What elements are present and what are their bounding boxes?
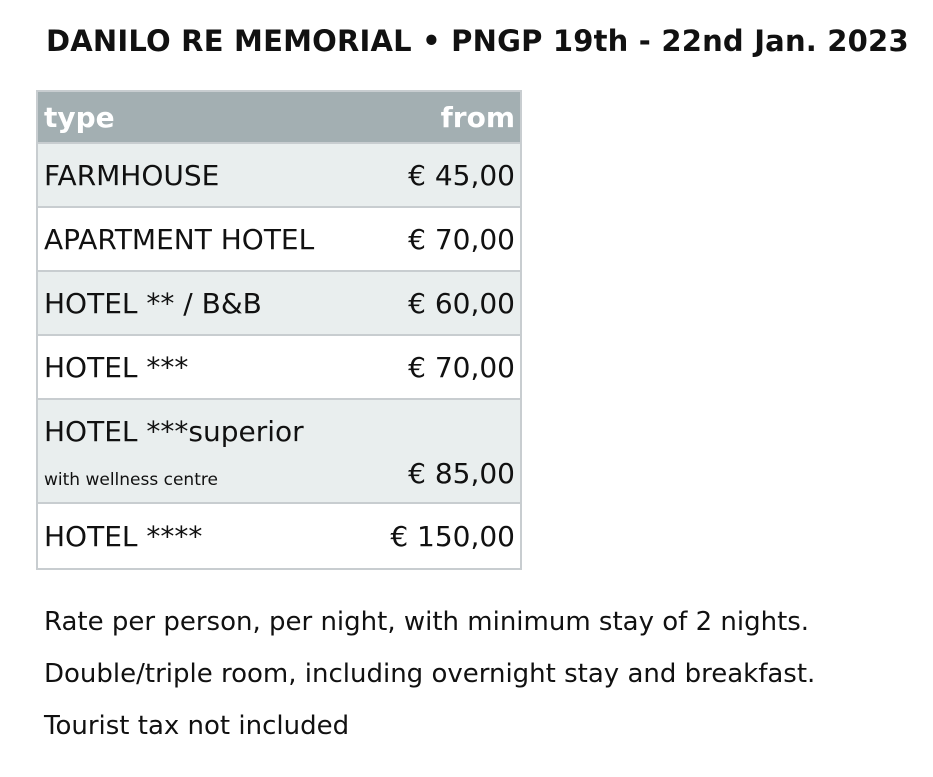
table-header — [38, 92, 520, 144]
row-subtype: with wellness centre — [44, 470, 218, 490]
table-row — [38, 400, 520, 504]
row-type: APARTMENT HOTEL — [44, 222, 315, 256]
row-price: € 70,00 — [408, 350, 515, 384]
note-rate: Rate per person, per night, with minimum stay of 2 nights. — [44, 607, 810, 637]
row-price: € 45,00 — [408, 158, 515, 192]
row-type: HOTEL ** / B&B — [44, 286, 262, 320]
row-price: € 60,00 — [408, 286, 515, 320]
column-header-from: from — [440, 100, 515, 134]
notes — [44, 596, 815, 752]
row-type: FARMHOUSE — [44, 158, 220, 192]
table-row — [38, 144, 520, 208]
table-row — [38, 504, 520, 568]
page-title: DANILO RE MEMORIAL • PNGP 19th - 22nd Jan. 2023 — [46, 24, 909, 58]
column-header-type: type — [44, 100, 115, 134]
row-price: € 85,00 — [408, 457, 515, 490]
row-price: € 70,00 — [408, 222, 515, 256]
row-type: HOTEL **** — [44, 519, 203, 553]
note-tax: Tourist tax not included — [44, 711, 350, 741]
table-row — [38, 272, 520, 336]
table-row — [38, 336, 520, 400]
row-type: HOTEL *** — [44, 350, 189, 384]
table-row — [38, 208, 520, 272]
row-type: HOTEL ***superior — [44, 415, 304, 448]
row-type-block — [44, 415, 304, 490]
row-price: € 150,00 — [390, 519, 515, 553]
rate-table — [36, 90, 522, 570]
note-room: Double/triple room, including overnight stay and breakfast. — [44, 659, 816, 689]
